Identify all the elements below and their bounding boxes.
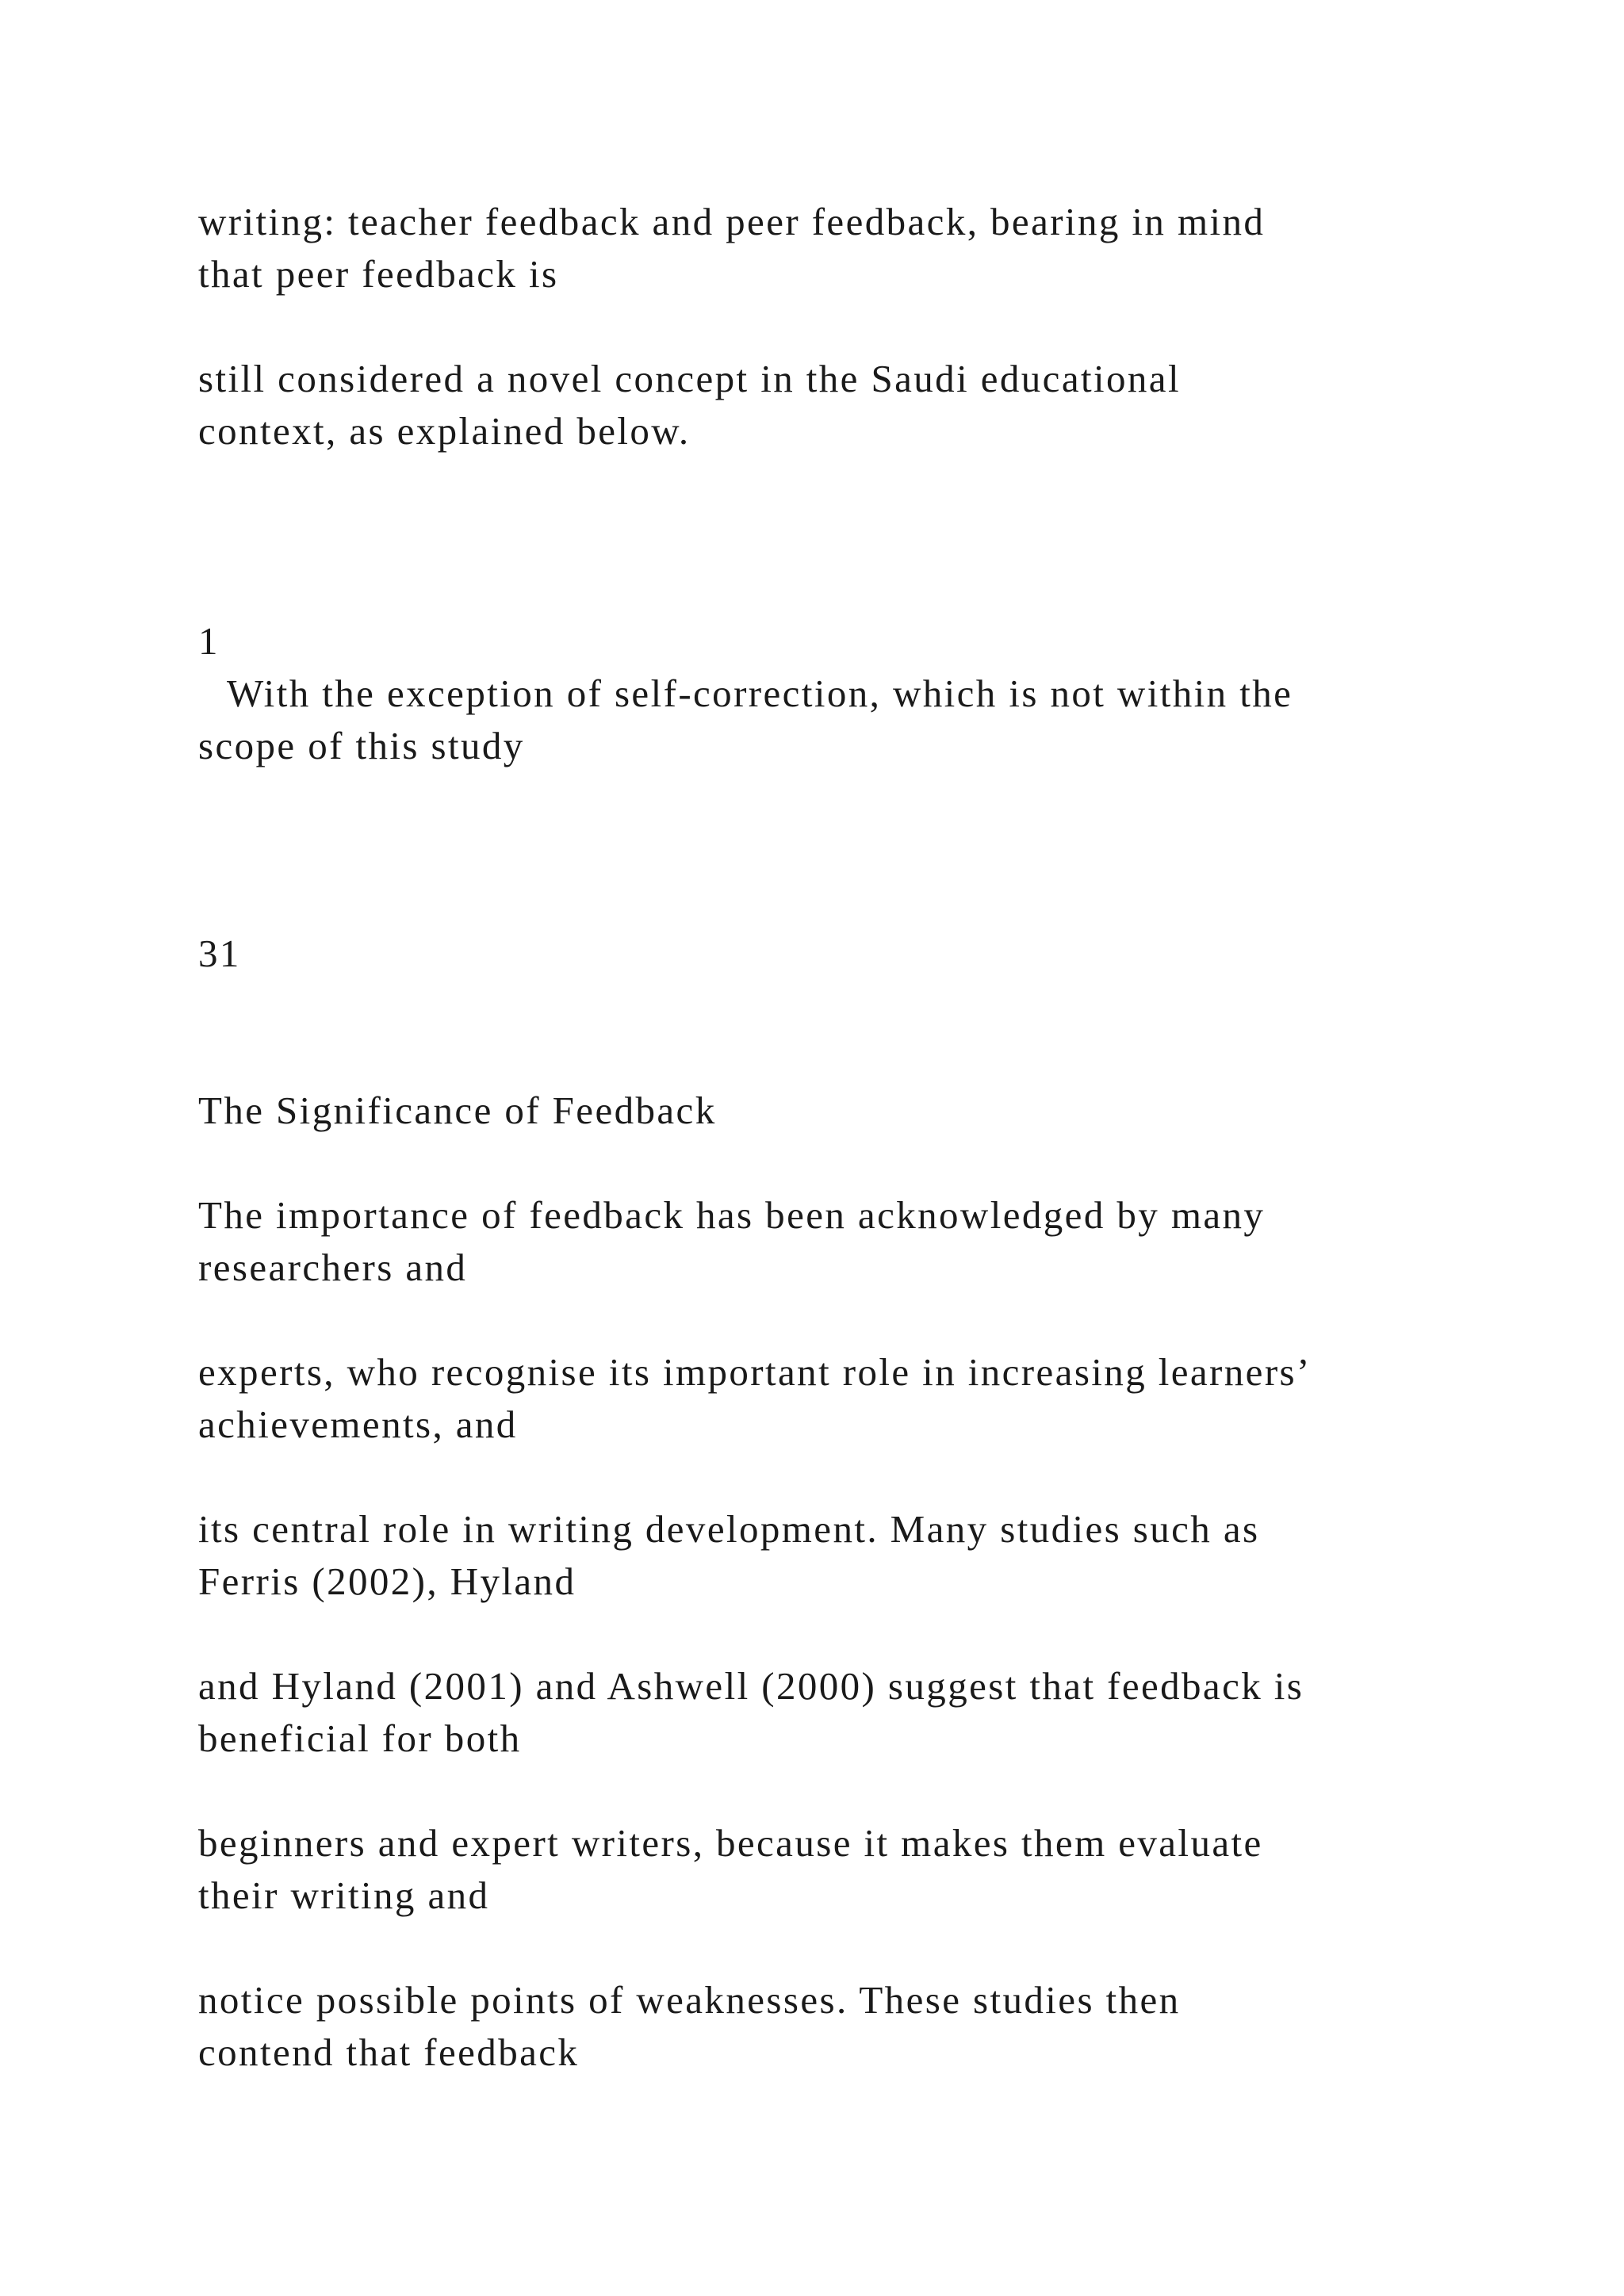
paragraph-5 [198, 1503, 1546, 1608]
paragraph-line: contend that feedback [198, 2030, 580, 2074]
paragraph-line: writing: teacher feedback and peer feedback, bearing in mind [198, 200, 1266, 243]
page-number [198, 928, 1546, 980]
paragraph-line: its central role in writing development. Many studies such as [198, 1507, 1260, 1551]
paragraph-line: researchers and [198, 1246, 468, 1289]
page-number-text: 31 [198, 932, 241, 975]
paragraph-line: experts, who recognise its important role in increasing learners’ [198, 1350, 1312, 1394]
paragraph-line: beginners and expert writers, because it makes them evaluate [198, 1821, 1263, 1865]
footnote [198, 615, 1546, 772]
paragraph-4 [198, 1346, 1546, 1451]
footnote-text-line: With the exception of self-correction, which is not within the [227, 672, 1293, 715]
paragraph-line: still considered a novel concept in the Saudi educational [198, 357, 1181, 400]
paragraph-line: their writing and [198, 1873, 490, 1917]
paragraph-6 [198, 1660, 1546, 1765]
section-heading [198, 1085, 1546, 1137]
paragraph-8 [198, 1974, 1546, 2079]
paragraph-line: context, as explained below. [198, 409, 691, 453]
paragraph-line: beneficial for both [198, 1716, 522, 1760]
paragraph-line: that peer feedback is [198, 252, 559, 296]
paragraph-line: Ferris (2002), Hyland [198, 1559, 576, 1603]
paragraph-line: and Hyland (2001) and Ashwell (2000) suggest that feedback is [198, 1664, 1304, 1708]
paragraph-2 [198, 353, 1546, 457]
paragraph-line: notice possible points of weaknesses. These studies then [198, 1978, 1181, 2022]
paragraph-3 [198, 1189, 1546, 1294]
paragraph-1 [198, 196, 1546, 300]
section-heading-text: The Significance of Feedback [198, 1089, 717, 1132]
footnote-number: 1 [198, 619, 220, 663]
paragraph-line: The importance of feedback has been acknowledged by many [198, 1193, 1266, 1237]
paragraph-7 [198, 1817, 1546, 1922]
paragraph-line: achievements, and [198, 1402, 518, 1446]
footnote-text-line: scope of this study [198, 724, 525, 767]
